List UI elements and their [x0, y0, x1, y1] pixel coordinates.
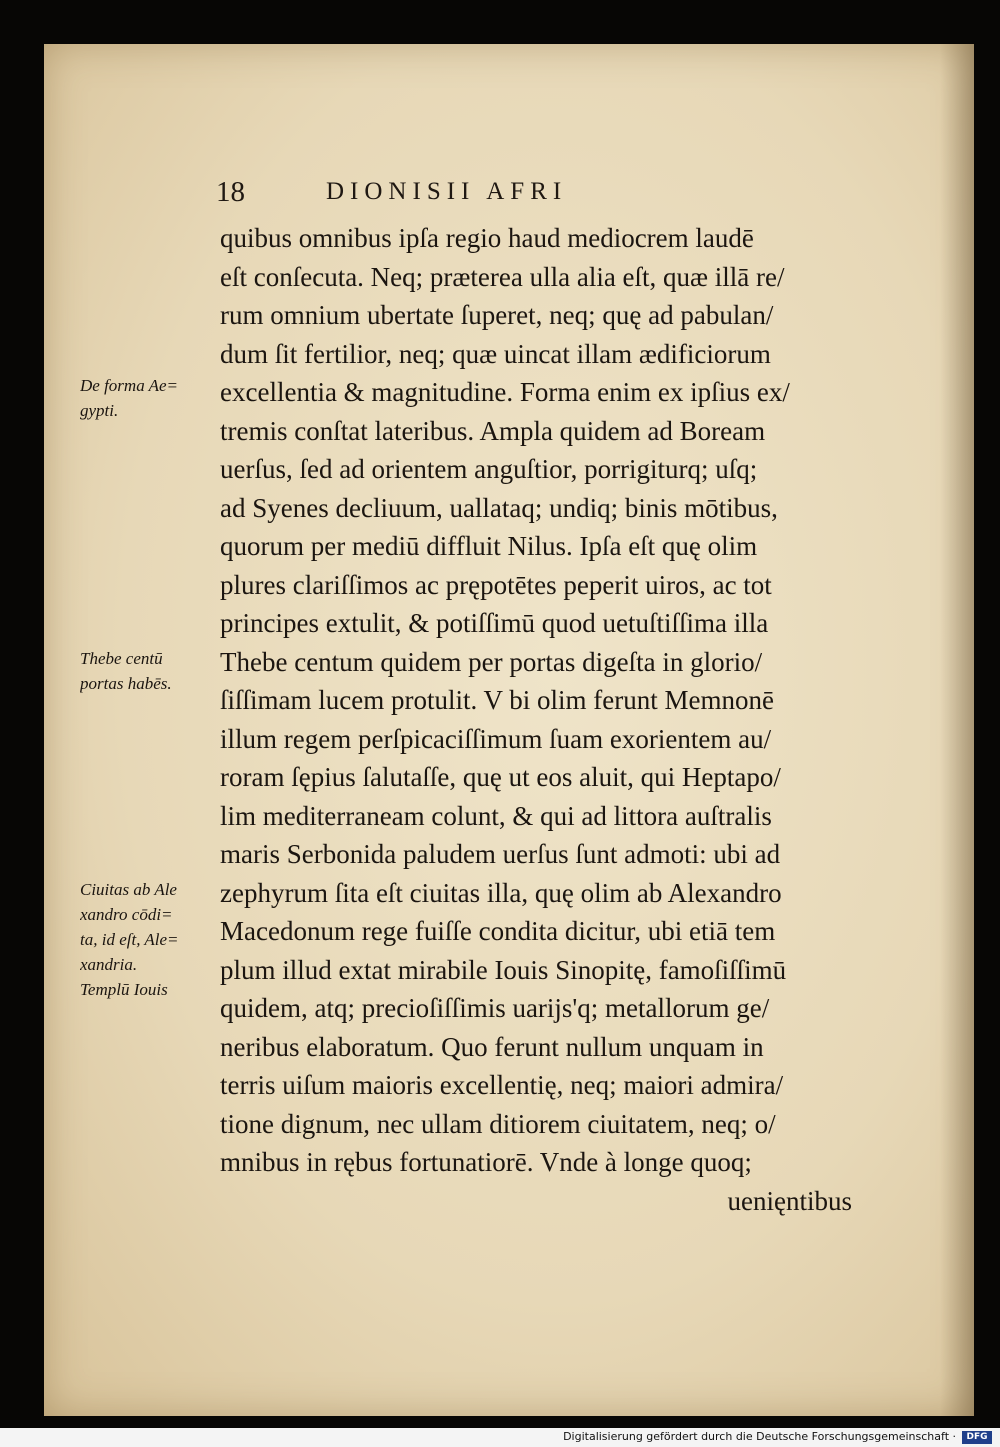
text-line: Thebe centum quidem per portas digeſta in glorio/: [220, 646, 763, 677]
text-line: zephyrum ſita eſt ciuitas illa, quę olim ab Alexandro: [220, 877, 782, 908]
text-line: illum regem perſpicaciſſimum ſuam exorientem au/: [220, 723, 772, 754]
margin-note-line: xandria.: [80, 955, 138, 974]
text-line: neribus elaboratum. Quo ferunt nullum unquam in: [220, 1031, 764, 1062]
text-line: roram ſępius ſalutaſſe, quę ut eos aluit, qui Heptapo/: [220, 762, 781, 792]
margin-note-line: Templū Iouis: [80, 980, 168, 999]
text-line: plum illud extat mirabile Iouis Sinopitę, famoſiſſimū: [220, 954, 787, 985]
margin-note-line: Thebe centū: [80, 649, 163, 668]
text-line: maris Serbonida paludem uerſus ſunt admoti: ubi ad: [220, 839, 781, 869]
main-text-block: [220, 219, 860, 1220]
text-line: rum omnium ubertate ſuperet, neq; quę ad pabulan/: [220, 300, 774, 330]
text-line: eſt conſecuta. Neq; præterea ulla alia eſt, quæ illā re/: [220, 261, 785, 292]
text-line: ad Syenes decliuum, uallataq; undiq; binis mōtibus,: [220, 492, 778, 523]
margin-note-line: portas habēs.: [80, 674, 172, 693]
margin-note-line: xandro cōdi=: [80, 905, 173, 924]
text-line: ſiſſimam lucem protulit. V bi olim ferunt Memnonē: [220, 685, 774, 715]
text-line: dum ſit fertilior, neq; quæ uincat illam ædificiorum: [220, 338, 771, 369]
running-title: DIONISII AFRI: [326, 178, 568, 205]
text-line: uerſus, ſed ad orientem anguſtior, porrigiturq; uſq;: [220, 454, 758, 484]
margin-note-line: De forma Ae=: [80, 376, 179, 395]
margin-note-alexandria: [80, 877, 212, 1002]
text-line: Macedonum rege fuiſſe condita dicitur, ubi etiā tem: [220, 916, 776, 946]
dfg-logo: DFG: [962, 1431, 992, 1444]
text-line: quibus omnibus ipſa regio haud mediocrem laudē: [220, 223, 754, 253]
funding-credit: Digitalisierung gefördert durch die Deutsche Forschungsgemeinschaft ·: [563, 1430, 956, 1443]
text-line: quidem, atq; precioſiſſimis uarijs'q; metallorum ge/: [220, 993, 770, 1023]
text-line: terris uiſum maioris excellentię, neq; maiori admira/: [220, 1070, 784, 1100]
folio-number: 18: [216, 176, 245, 208]
page-header: [216, 176, 856, 212]
margin-note-forma-aegypti: [80, 373, 212, 423]
digitization-footer: [0, 1428, 1000, 1447]
text-line: tremis conſtat lateribus. Ampla quidem ad Boream: [220, 415, 766, 446]
text-line: lim mediterraneam colunt, & qui ad littora auſtralis: [220, 800, 772, 831]
text-line: plures clariſſimos ac prępotētes peperit uiros, ac tot: [220, 569, 772, 600]
text-line: quorum per mediū diffluit Nilus. Ipſa eſt quę olim: [220, 531, 758, 561]
margin-note-line: gypti.: [80, 401, 119, 420]
margin-note-thebe: [80, 646, 212, 696]
margin-note-line: Ciuitas ab Ale: [80, 880, 177, 899]
margin-note-line: ta, id eſt, Ale=: [80, 930, 179, 949]
text-line: mnibus in rębus fortunatiorē. Vnde à longe quoq;: [220, 1147, 752, 1177]
catchword: uenięntibus: [727, 1185, 852, 1216]
text-line: excellentia & magnitudine. Forma enim ex ipſius ex/: [220, 377, 790, 407]
text-line: tione dignum, nec ullam ditiorem ciuitatem, neq; o/: [220, 1108, 776, 1139]
page-edge-shadow: [940, 44, 974, 1416]
text-line: principes extulit, & potiſſimū quod uetuſtiſſima illa: [220, 608, 769, 638]
